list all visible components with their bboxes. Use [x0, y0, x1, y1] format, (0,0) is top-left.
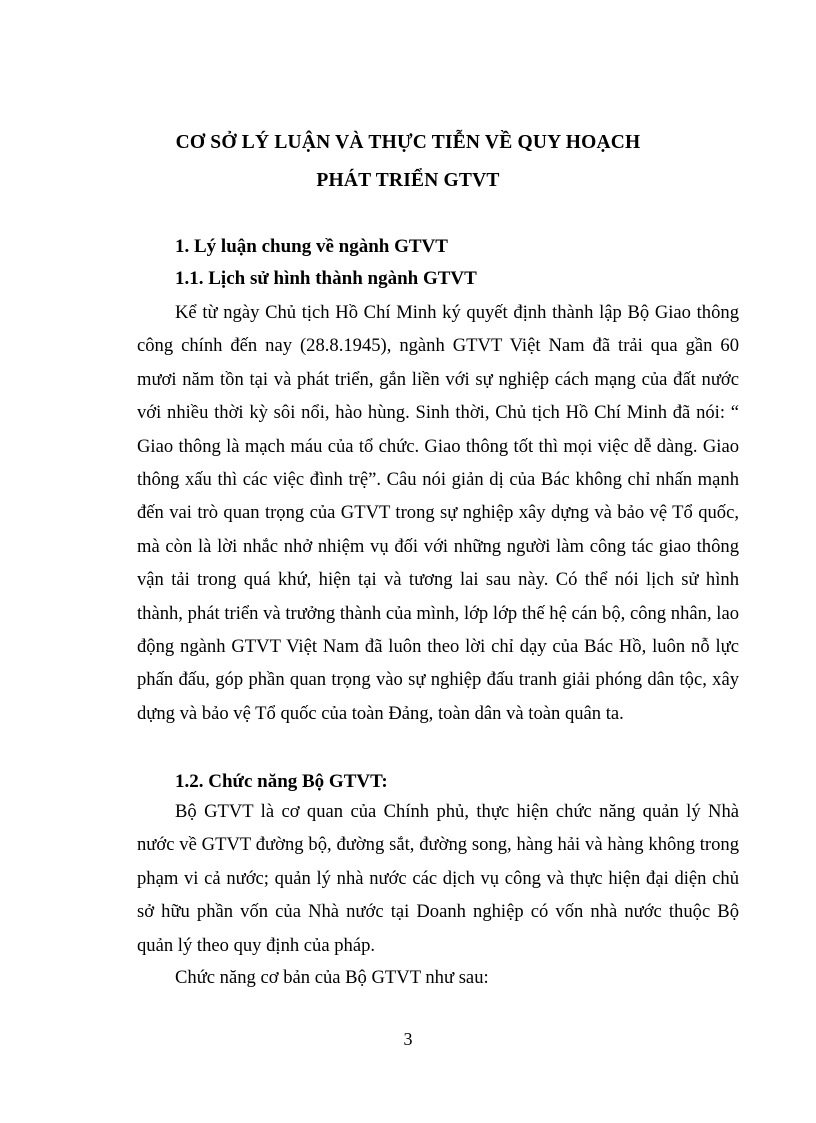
section-heading-1-2: 1.2. Chức năng Bộ GTVT:: [175, 771, 388, 792]
paragraph-functions: Bộ GTVT là cơ quan của Chính phủ, thực hiện chức năng quản lý Nhà nước về GTVT đường bộ, đường sắt, đường song, hàng hải và hàng không trong phạm vi cả nước; quản lý nhà nước các dịch vụ công và thực hiện đại diện chủ sở hữu phần vốn của Nhà nước tại Doanh nghiệp có vốn nhà nước thuộc Bộ quản lý theo quy định của pháp.: [137, 801, 739, 956]
paragraph-history: Kể từ ngày Chủ tịch Hồ Chí Minh ký quyết định thành lập Bộ Giao thông công chính đến nay (28.8.1945), ngành GTVT Việt Nam đã trải qua gần 60 mươi năm tồn tại và phát triển, gắn liền với sự nghiệp cách mạng của đất nước với nhiều thời kỳ sôi nổi, hào hùng. Sinh thời, Chủ tịch Hồ Chí Minh đã nói: “ Giao thông là mạch máu của tổ chức. Giao thông tốt thì mọi việc dễ dàng. Giao thông xấu thì các việc đình trệ”. Câu nói giản dị của Bác không chỉ nhấn mạnh đến vai trò quan trọng của GTVT trong sự nghiệp xây dựng và bảo vệ Tổ quốc, mà còn là lời nhắc nhở nhiệm vụ đối với những người làm công tác giao thông vận tải trong quá khứ, hiện tại và tương lai sau này. Có thể nói lịch sử hình thành, phát triển và trưởng thành của mình, lớp lớp thế hệ cán bộ, công nhân, lao động ngành GTVT Việt Nam đã luôn theo lời chỉ dạy của Bác Hồ, luôn nỗ lực phấn đấu, góp phần quan trọng vào sự nghiệp đấu tranh giải phóng dân tộc, xây dựng và bảo vệ Tổ quốc của toàn Đảng, toàn dân và toàn quân ta.: [137, 302, 739, 724]
section-heading-1: 1. Lý luận chung về ngành GTVT: [175, 236, 448, 257]
page-number: 3: [403, 1029, 413, 1049]
document-title-line-1: CƠ SỞ LÝ LUẬN VÀ THỰC TIỄN VỀ QUY HOẠCH: [175, 132, 641, 153]
paragraph-basic-functions: Chức năng cơ bản của Bộ GTVT như sau:: [175, 967, 489, 988]
section-heading-1-1: 1.1. Lịch sử hình thành ngành GTVT: [175, 268, 477, 289]
document-title-line-2: PHÁT TRIỂN GTVT: [316, 170, 500, 191]
